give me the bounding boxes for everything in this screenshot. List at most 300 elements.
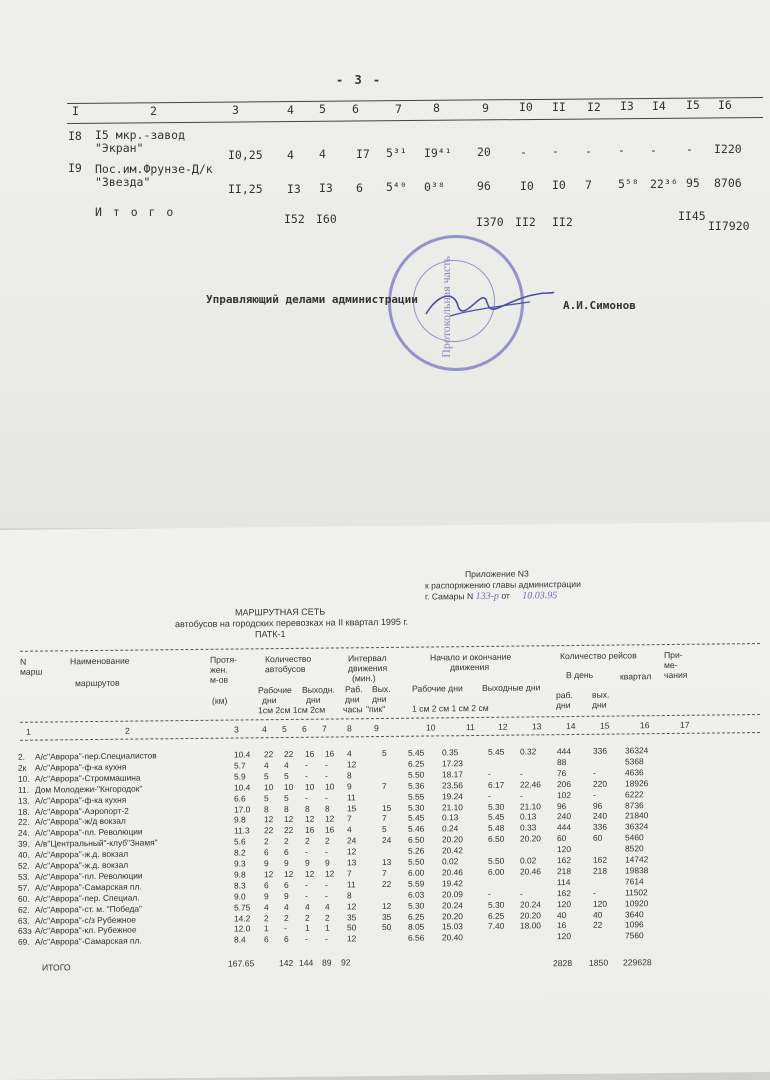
route-trips-work: 162	[557, 855, 571, 866]
route-buses-work-2: 8	[284, 803, 289, 814]
route-buses-work-2: 10	[284, 781, 294, 792]
route-buses-work-1: 6	[264, 879, 269, 891]
lower-sheet	[0, 522, 770, 1080]
route-buses-off-2: 8	[325, 803, 330, 814]
top-col-number: 4	[287, 102, 294, 117]
route-start-work: 5.46	[408, 823, 425, 835]
lower-col-number: 15	[600, 720, 610, 731]
route-interval-peak: 35	[382, 911, 392, 922]
route-trips-off: 96	[593, 800, 603, 811]
route-end-work: 0.13	[442, 812, 459, 823]
route-buses-off-2: -	[325, 846, 328, 857]
route-number: 63.	[18, 915, 30, 926]
hdr-count2: автобусов	[265, 663, 306, 675]
route-end-work: 21.10	[442, 801, 463, 812]
route-buses-work-1: 4	[264, 760, 269, 771]
route-start-work: 5.59	[408, 878, 425, 889]
lower-col-number: 10	[426, 722, 436, 733]
route-trips-quarter: 8736	[625, 799, 644, 810]
route-start-off: -	[488, 790, 491, 801]
hdr-length4: (км)	[212, 695, 228, 706]
totals-a4: 92	[341, 957, 351, 968]
route-trips-quarter: 3640	[625, 908, 644, 919]
lower-col-number: 7	[322, 723, 327, 734]
route-trips-quarter: 8520	[625, 843, 644, 854]
route-buses-off-1: -	[305, 846, 308, 857]
top-col-number: 9	[482, 100, 489, 115]
route-start-work: 5.50	[408, 769, 425, 780]
totals-trips-off: 1850	[589, 957, 609, 968]
route-buses-work-1: 22	[264, 749, 274, 760]
route-buses-work-1: 9	[264, 890, 269, 901]
route-buses-work-2: 22	[284, 825, 294, 836]
route-buses-off-1: -	[305, 890, 308, 901]
top-cell-c15: 95	[686, 176, 700, 190]
route-number: 40.	[18, 849, 30, 860]
route-name: А/с"Аврора"-ф-ка кухня	[35, 761, 127, 773]
signatory-position: Управляющий делами администрации	[206, 293, 418, 306]
hdr-shifts: 1см 2см 1см 2см	[258, 704, 326, 716]
lower-col-number: 4	[262, 724, 267, 735]
route-buses-off-2: -	[325, 933, 328, 944]
route-trips-work: 88	[557, 756, 567, 768]
route-trips-off: 336	[593, 821, 607, 833]
top-col-number: I	[72, 104, 79, 118]
route-start-off: -	[488, 768, 491, 779]
route-buses-work-2: 5	[284, 792, 289, 803]
route-trips-off: 120	[593, 898, 607, 909]
route-interval-work: 4	[347, 748, 352, 759]
routes-table	[10, 744, 770, 948]
top-total-c15: II45	[678, 209, 706, 223]
route-trips-quarter: 18926	[625, 777, 649, 789]
row-19-number: I9	[68, 161, 82, 175]
top-cell-c15: -	[686, 142, 693, 156]
route-end-work: 20.46	[442, 867, 463, 878]
route-interval-peak: 24	[382, 835, 392, 846]
route-start-off: 5.45	[488, 812, 505, 823]
route-number: 53.	[18, 871, 30, 882]
hdr-interval-off: Вых.	[372, 683, 391, 695]
route-start-work: 6.50	[408, 834, 425, 845]
route-buses-work-1: 4	[264, 901, 269, 912]
top-col-number: 7	[395, 101, 402, 116]
top-cell-c8: 0³⁸	[424, 179, 445, 194]
route-end-work: 20.24	[442, 899, 463, 910]
route-start-work: 5.30	[408, 802, 425, 813]
route-end-work: 20.09	[442, 888, 463, 900]
route-length: 8.2	[234, 847, 246, 858]
hdr-trips: Количество рейсов	[560, 650, 637, 662]
hdr-count: Количество	[265, 653, 312, 665]
route-name: А/с"Аврора"-ф-ка кухня	[35, 794, 127, 806]
route-buses-off-1: 2	[305, 835, 310, 846]
route-buses-off-2: 10	[325, 781, 335, 792]
route-interval-peak: 7	[382, 780, 387, 791]
hdr-se-work: Рабочие дни	[412, 683, 463, 694]
top-col-number: 6	[352, 102, 359, 116]
totals-trips-work: 2828	[553, 958, 573, 969]
top-col-number: 5	[319, 102, 326, 117]
totals-a1: 142	[279, 957, 294, 969]
route-end-work: 0.02	[442, 856, 459, 867]
route-interval-work: 13	[347, 857, 357, 868]
top-cell-c12: 7	[585, 177, 592, 192]
route-buses-off-1: -	[305, 770, 308, 781]
top-cell-c5: I3	[319, 181, 333, 195]
route-trips-quarter: 7560	[625, 930, 644, 941]
route-trips-work: 96	[557, 800, 567, 811]
top-col-number: I0	[519, 100, 533, 115]
top-table-rule-2	[67, 117, 763, 124]
header-rule-top	[20, 643, 760, 652]
route-trips-work: 120	[557, 844, 571, 855]
route-trips-work: 16	[557, 920, 567, 931]
route-buses-work-2: 6	[284, 879, 289, 890]
route-length: 10.4	[234, 749, 251, 760]
route-length: 10.4	[234, 782, 251, 793]
hdr-name: Наименование	[70, 655, 130, 667]
route-buses-off-2: -	[325, 890, 328, 901]
title-line-3: ПАТК-1	[255, 629, 286, 640]
route-name: Дом Молодежи-"Кнгородок"	[35, 783, 143, 795]
route-trips-work: 102	[557, 789, 571, 800]
top-cell-c10: -	[520, 144, 527, 159]
route-interval-work: 35	[347, 911, 357, 922]
top-total-c5: I60	[316, 212, 337, 226]
route-end-off: 20.20	[520, 833, 541, 844]
route-buses-work-1: 1	[264, 923, 269, 934]
route-buses-work-2: 2	[284, 836, 289, 847]
route-name: А/с"Аврора"-ж/д вокзал	[35, 816, 126, 828]
appendix-line-1: Приложение N3	[465, 568, 529, 580]
route-interval-work: 50	[347, 922, 357, 933]
top-cell-c11: I0	[552, 178, 566, 192]
hdr-n2: марш	[20, 666, 43, 677]
top-cell-c9: 20	[477, 145, 491, 159]
appendix-number: 133-р	[475, 590, 499, 603]
route-start-off: -	[488, 888, 491, 899]
route-interval-peak: 7	[382, 867, 387, 878]
hdr-trips-off: вых.	[592, 689, 610, 700]
appendix-line-2: к распоряжению главы администрации	[425, 578, 581, 591]
lower-col-number: 11	[466, 722, 475, 733]
lower-col-number: 3	[234, 724, 239, 735]
route-trips-quarter: 7614	[625, 876, 644, 887]
totals-label: ИТОГО	[42, 962, 71, 973]
route-name: А/с"Аврора"-с/з Рубежное	[35, 914, 136, 926]
route-buses-off-1: 16	[305, 748, 315, 759]
route-end-work: 0.24	[442, 823, 459, 834]
route-interval-peak: 12	[382, 900, 392, 911]
route-trips-off: 336	[593, 745, 607, 756]
route-buses-off-2: 2	[325, 835, 330, 846]
route-trips-off: 40	[593, 909, 603, 920]
route-length: 12.0	[234, 923, 251, 934]
title-line-2: автобусов на городских перевозках на II квартал 1995 г.	[175, 616, 409, 630]
route-length: 5.9	[234, 771, 246, 782]
route-name: А/с"Аврора"-ж.д. вокзал	[35, 859, 129, 871]
hdr-interval: Интервал	[348, 652, 387, 664]
top-cell-c7: 5³¹	[386, 146, 407, 160]
route-trips-quarter: 36324	[625, 821, 649, 832]
top-cell-c7: 5⁴⁰	[386, 180, 407, 194]
hdr-n: N	[20, 656, 27, 667]
page-number: - 3 -	[336, 73, 383, 87]
route-end-off: -	[520, 768, 523, 779]
route-trips-work: 444	[557, 822, 571, 833]
route-end-work: 23.56	[442, 779, 463, 791]
route-end-off: 0.13	[520, 811, 537, 822]
route-number: 18.	[18, 806, 30, 817]
lower-col-number: 9	[374, 723, 379, 734]
row-18-number: I8	[68, 129, 82, 143]
hdr-length: Протя-	[210, 654, 237, 665]
route-length: 14.2	[234, 912, 251, 924]
route-trips-quarter: 11502	[625, 886, 648, 898]
route-length: 8.3	[234, 880, 246, 891]
route-interval-peak: 22	[382, 878, 392, 889]
route-trips-quarter: 21840	[625, 810, 649, 821]
route-trips-work: 60	[557, 833, 567, 844]
hdr-off-days2: дни	[306, 694, 321, 705]
top-col-number: I6	[718, 98, 732, 112]
route-end-work: 15.03	[442, 921, 463, 932]
route-trips-quarter: 10920	[625, 897, 649, 909]
top-cell-c8: I9⁴¹	[424, 145, 452, 160]
route-interval-work: 11	[347, 791, 356, 802]
route-buses-off-1: 9	[305, 857, 310, 868]
route-trips-quarter: 5368	[625, 756, 644, 767]
route-number: 39.	[18, 838, 30, 849]
route-trips-off: 220	[593, 778, 607, 789]
route-buses-off-1: 12	[305, 868, 315, 879]
route-buses-off-2: -	[325, 759, 328, 770]
route-buses-work-2: 6	[284, 847, 289, 858]
top-cell-c3: I0,25	[228, 148, 263, 162]
route-name: А/в"Центральный"-клуб"Знамя"	[35, 837, 158, 849]
route-name: А/с"Аврора"-Самарская пл.	[35, 881, 142, 893]
route-interval-work: 8	[347, 890, 352, 901]
route-start-work: 8.05	[408, 921, 425, 933]
hdr-start-end: Начало и окончание	[430, 651, 512, 663]
route-number: 62.	[18, 904, 30, 915]
hdr-interval-work2: дни	[345, 694, 360, 705]
route-end-work: 20.40	[442, 932, 463, 943]
lower-col-number: 6	[302, 723, 307, 734]
route-name: А/с"Аврора"-пер. Специал.	[35, 892, 140, 904]
route-buses-work-2: 12	[284, 814, 294, 825]
top-cell-c16: 8706	[714, 175, 742, 190]
route-trips-off: 218	[593, 865, 607, 876]
route-buses-work-2: 9	[284, 890, 289, 901]
route-buses-off-1: -	[305, 934, 308, 945]
route-name: А/с"Аврора"-кл. Рубежное	[35, 924, 137, 937]
hdr-interval-hours: часы	[343, 704, 363, 715]
route-trips-quarter: 6222	[625, 788, 644, 800]
route-start-work: 6.03	[408, 889, 425, 900]
totals-length: 167.65	[228, 958, 255, 969]
route-buses-work-1: 8	[264, 803, 269, 814]
hdr-interval-peak: "пик"	[366, 703, 386, 715]
top-col-number: 2	[150, 103, 157, 118]
route-interval-work: 15	[347, 802, 357, 813]
route-end-off: 0.33	[520, 822, 537, 833]
top-cell-c14: -	[650, 142, 657, 157]
route-trips-off: 22	[593, 920, 603, 931]
route-buses-off-2: 12	[325, 813, 335, 824]
route-buses-off-2: -	[325, 792, 328, 803]
top-col-number: I3	[620, 99, 634, 114]
route-number: 69.	[18, 936, 30, 948]
route-trips-work: 76	[557, 767, 567, 778]
route-length: 8.4	[234, 934, 246, 945]
route-length: 9.0	[234, 891, 246, 902]
route-trips-quarter: 4636	[625, 767, 644, 778]
route-number: 52.	[18, 860, 30, 871]
top-total-c10: II2	[515, 215, 536, 229]
route-interval-work: 9	[347, 781, 352, 792]
route-trips-work: 162	[557, 887, 571, 898]
route-trips-off: 240	[593, 811, 607, 822]
route-buses-work-1: 2	[264, 912, 269, 923]
hdr-trips-off2: дни	[592, 699, 607, 710]
top-cell-c6: 6	[356, 180, 363, 195]
route-buses-work-2: 4	[284, 759, 289, 770]
totals-a3: 89	[322, 957, 332, 968]
top-col-number: I4	[652, 98, 666, 113]
route-trips-work: 240	[557, 811, 571, 822]
route-end-off: 20.46	[520, 866, 541, 877]
route-number: 22.	[18, 817, 30, 828]
seal-text: Протокольная часть	[439, 256, 453, 358]
hdr-trips-work2: дни	[556, 700, 571, 711]
route-buses-work-1: 5	[264, 770, 269, 782]
route-buses-off-1: -	[305, 759, 308, 770]
route-end-work: 17.23	[442, 758, 463, 769]
route-buses-off-2: -	[325, 770, 328, 781]
route-number: 2к	[18, 762, 27, 773]
lower-col-number: 17	[680, 719, 690, 730]
totals-quarter: 229628	[623, 957, 652, 968]
route-buses-off-2: 4	[325, 901, 330, 912]
route-start-work: 6.00	[408, 867, 425, 878]
lower-col-number: 2	[125, 725, 130, 736]
route-end-off: 20.20	[520, 909, 541, 921]
hdr-length2: жен.	[210, 664, 228, 675]
route-start-work: 5.30	[408, 900, 425, 911]
route-trips-work: 206	[557, 778, 571, 789]
route-name: А/с"Аврора"-Строммашина	[35, 772, 141, 784]
route-end-off: -	[520, 888, 523, 899]
route-name: А/с"Аврора"-Аэропорт-2	[35, 805, 129, 817]
route-length: 17.0	[234, 803, 251, 815]
route-start-work: 5.55	[408, 791, 425, 802]
route-end-off: 18.00	[520, 920, 541, 931]
top-cell-c11: -	[552, 144, 559, 158]
route-interval-peak: 13	[382, 856, 392, 867]
route-buses-off-1: 4	[305, 901, 310, 912]
route-trips-quarter: 5460	[625, 832, 644, 843]
lower-col-number: 16	[640, 720, 650, 731]
route-start-work: 5.36	[408, 780, 425, 791]
hdr-work-days: Рабочие	[258, 684, 292, 696]
top-total-label: И т о г о	[95, 205, 176, 219]
route-buses-work-2: 6	[284, 934, 289, 945]
top-cell-c4: I3	[287, 181, 301, 196]
route-interval-work: 12	[347, 900, 357, 911]
hdr-interval-off2: дни	[372, 693, 387, 705]
route-trips-off: -	[593, 789, 596, 800]
row-18-name: I5 мкр.-завод "Экран"	[95, 128, 186, 155]
route-interval-peak: 7	[382, 813, 387, 824]
lower-col-number: 1	[26, 726, 31, 737]
route-interval-work: 4	[347, 824, 352, 835]
route-length: 9.3	[234, 858, 246, 869]
route-start-off: 5.30	[488, 899, 505, 910]
route-start-work: 6.56	[408, 932, 425, 944]
route-start-off: 5.48	[488, 823, 505, 834]
route-interval-peak: 50	[382, 922, 392, 933]
route-number: 13.	[18, 795, 30, 806]
route-length: 5.7	[234, 760, 246, 771]
header-rule-bottom	[20, 732, 760, 741]
route-start-work: 6.25	[408, 911, 425, 922]
hdr-trips-day: В день	[566, 669, 594, 681]
route-interval-peak: 5	[382, 824, 387, 835]
route-start-off: 5.50	[488, 855, 505, 866]
top-cell-c14: 22³⁶	[650, 176, 678, 191]
route-trips-work: 218	[557, 865, 571, 877]
hdr-name2: маршрутов	[75, 677, 120, 689]
route-buses-work-2: -	[284, 923, 287, 934]
route-name: А/с"Аврора"-ж.д. вокзал	[35, 848, 129, 860]
hdr-interval2: движения	[348, 662, 388, 674]
route-interval-work: 12	[347, 759, 357, 770]
route-interval-work: 8	[347, 770, 352, 781]
top-total-c4: I52	[284, 212, 305, 226]
hdr-notes3: чания	[664, 669, 688, 681]
route-trips-work: 40	[557, 909, 567, 920]
route-start-off: 6.00	[488, 866, 505, 877]
lower-col-number: 12	[498, 721, 508, 732]
route-buses-off-2: 16	[325, 824, 335, 835]
route-buses-work-1: 9	[264, 858, 269, 869]
hdr-work-days2: дни	[262, 695, 277, 706]
route-trips-off: -	[593, 767, 596, 778]
hdr-interval3: (мин.)	[352, 673, 376, 684]
route-end-work: 19.42	[442, 877, 463, 889]
signatory-name: А.И.Симонов	[563, 299, 636, 312]
route-interval-work: 12	[347, 933, 357, 944]
route-trips-work: 120	[557, 898, 571, 909]
route-start-work: 6.25	[408, 758, 425, 769]
route-end-off: 21.10	[520, 800, 541, 812]
route-length: 5.6	[234, 836, 246, 847]
route-name: А/с"Аврора"-ст. м. "Победа"	[35, 903, 143, 915]
row-19-name: Пос.им.Фрунзе-Д/к "Звезда"	[95, 162, 213, 189]
top-total-c9: I370	[476, 215, 504, 229]
route-buses-off-2: 2	[325, 912, 330, 923]
totals-a2: 144	[299, 957, 314, 968]
route-buses-off-1: 16	[305, 825, 315, 836]
route-interval-work: 24	[347, 835, 357, 846]
route-buses-off-1: 10	[305, 781, 315, 792]
route-end-off: -	[520, 790, 523, 801]
route-length: 5.75	[234, 901, 251, 913]
route-end-work: 18.17	[442, 768, 463, 780]
hdr-notes2: ме-	[664, 659, 678, 671]
